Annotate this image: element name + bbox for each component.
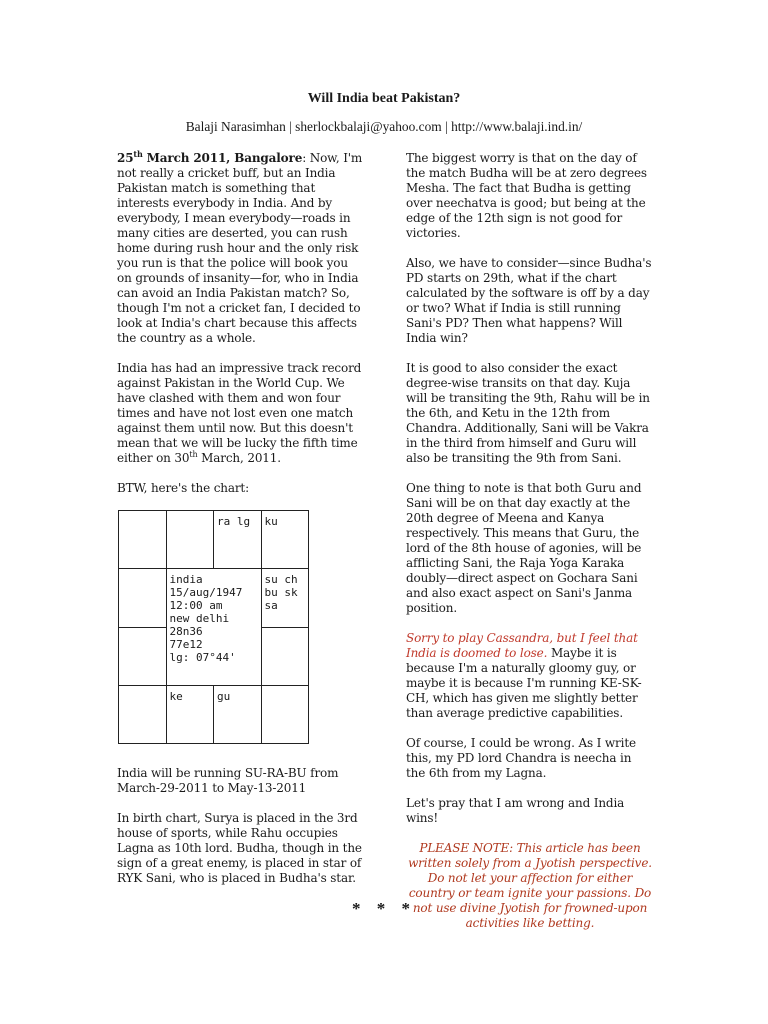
byline: Balaji Narasimhan | sherlockbalaji@yahoo.com | http://www.balaji.ind.in/: [185, 119, 583, 134]
chart-cell: ke: [166, 685, 214, 743]
birth-chart-paragraph: In birth chart, Surya is placed in the 3rd house of sports, while Rahu occupies Lagna as 10th lord. Budha, though in the sign of a great enemy, is placed in star of RYK Sani, who is placed in Budha's star.: [117, 811, 362, 885]
disclaimer-note: PLEASE NOTE: This article has been written solely from a Jyotish perspective. Do not let your affection for either country or team ignite your passions. Do not use divine Jyotish for frowned-upon activities like betting.: [408, 841, 652, 930]
chart-cell: [119, 685, 167, 743]
chart-cell: ku: [261, 511, 309, 569]
chart-cell: [119, 511, 167, 569]
chart-cell: gu: [214, 685, 262, 743]
article-title: Will India beat Pakistan?: [307, 91, 461, 106]
chart-cell: ra lg: [214, 511, 262, 569]
chart-cell: [166, 511, 214, 569]
worry-paragraph: The biggest worry is that on the day of the match Budha will be at zero degrees Mesha. The fact that Budha is getting over neechatva is good; but being at the edge of the 12th sign is not good for victories.: [406, 151, 647, 240]
right-column: [406, 151, 654, 946]
prediction-highlight: Sorry to play Cassandra, but I feel that India is doomed to lose.: [406, 631, 638, 660]
intro-paragraph: 25th March 2011, Bangalore: Now, I'm not really a cricket buff, but an India Pakistan match is something that interests everybody in India. And by everybody, I mean everybody—roads in many cities are deserted, you can rush home during rush hour and the only risk you run is that the police will book you on grounds of insanity—for, who in India can avoid an India Pakistan match? So, though I'm not a cricket fan, I decided to look at India's chart because this affects the country as a whole.: [117, 149, 363, 345]
chart-center-info: india 15/aug/1947 12:00 am new delhi 28n36 77e12 lg: 07°44': [166, 569, 261, 686]
chart-cell: [119, 569, 167, 627]
transits-paragraph: It is good to also consider the exact degree-wise transits on that day. Kuja will be transiting the 9th, Rahu will be in the 6th, and Ketu in the 12th from Chandra. Additionally, Sani will be Vakra in the third from himself and Guru will also be transiting the 9th from Sani.: [406, 361, 650, 465]
caveat-paragraph: Of course, I could be wrong. As I write this, my PD lord Chandra is neecha in the 6th from my Lagna.: [406, 736, 636, 780]
section-divider: * * *: [352, 899, 416, 918]
birth-chart-grid: [118, 510, 309, 744]
chart-cell: [261, 685, 309, 743]
guru-sani-paragraph: One thing to note is that both Guru and Sani will be on that day exactly at the 20th degree of Meena and Kanya respectively. This means that Guru, the lord of the 8th house of agonies, will be afflicting Sani, the Raja Yoga Karaka doubly—direct aspect on Gochara Sani and also exact aspect on Sani's Janma position.: [406, 481, 642, 615]
dateline: 25th March 2011, Bangalore: [117, 149, 303, 165]
chart-cell: [261, 627, 309, 685]
prediction-paragraph: Sorry to play Cassandra, but I feel that India is doomed to lose. Maybe it is because I'm a naturally gloomy guy, or maybe it is because I'm running KE-SK-CH, which has given me slightly better than average predictive capabilities.: [406, 631, 642, 720]
track-record-paragraph: India has had an impressive track record against Pakistan in the World Cup. We have clashed with them and won four times and have not lost even one match against them until now. But this doesn't mean that we will be lucky the fifth time either on 30th March, 2011.: [117, 361, 362, 465]
chart-intro-paragraph: BTW, here's the chart:: [117, 481, 249, 495]
closing-paragraph: Let's pray that I am wrong and India wins!: [406, 796, 625, 825]
pd-paragraph: Also, we have to consider—since Budha's PD starts on 29th, what if the chart calculated by the software is off by a day or two? What if India is still running Sani's PD? Then what happens? Will India win?: [406, 256, 652, 345]
chart-cell: [119, 627, 167, 685]
dasha-paragraph: India will be running SU-RA-BU from March-29-2011 to May-13-2011: [117, 766, 339, 795]
chart-cell: su ch bu sk sa: [261, 569, 309, 627]
